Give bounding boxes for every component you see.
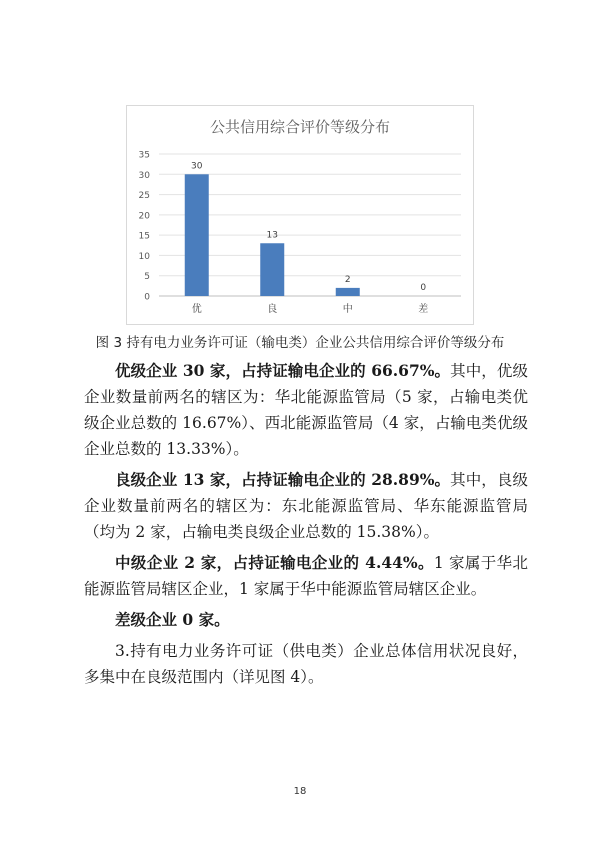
paragraph-excellent (84, 358, 528, 462)
paragraph-poor-bold: 差级企业 0 家。 (115, 610, 230, 629)
y-tick-label: 20 (138, 211, 150, 222)
data-label: 30 (191, 161, 203, 172)
data-label: 2 (344, 274, 351, 285)
y-tick-label: 10 (138, 251, 150, 262)
bar-chart (127, 106, 473, 324)
chart-title: 公共信用综合评价等级分布 (209, 118, 391, 136)
y-tick-label: 35 (138, 150, 150, 161)
page-number: 18 (293, 786, 307, 797)
y-tick-label: 15 (138, 231, 150, 242)
y-tick-label: 30 (138, 170, 150, 181)
figure-caption: 图 3 持有电力业务许可证（输电类）企业公共信用综合评价等级分布 (95, 335, 505, 351)
paragraph-good-rest: 其中，良级企业数量前两名的辖区为：东北能源监管局、华东能源监管局（均为 2 家，占输电类良级企业总数的 15.38%）。 (84, 471, 528, 541)
body-text (84, 358, 528, 695)
data-label: 13 (266, 230, 278, 241)
paragraph-medium (84, 550, 528, 602)
y-tick-label: 0 (144, 292, 150, 303)
chart-panel (126, 105, 474, 325)
data-label: 0 (420, 283, 427, 293)
paragraph-medium-rest: 1 家属于华北能源监管局辖区企业，1 家属于华中能源监管局辖区企业。 (84, 554, 528, 598)
paragraph-excellent-rest: 其中，优级企业数量前两名的辖区为：华北能源监管局（5 家，占输电类优级企业总数的 16.67%）、西北能源监管局（4 家，占输电类优级企业总数的 13.33%）。 (84, 362, 528, 458)
y-tick-label: 5 (144, 272, 150, 283)
bar (336, 288, 360, 296)
paragraph-supply: 3.持有电力业务许可证（供电类）企业总体信用状况良好，多集中在良级范围内（详见图 4）。 (84, 642, 528, 686)
x-tick-label: 优 (191, 304, 202, 315)
x-tick-label: 中 (342, 304, 353, 315)
x-tick-label: 差 (418, 304, 429, 315)
paragraph-good-bold: 良级企业 13 家，占持证输电企业的 28.89%。 (115, 470, 451, 489)
paragraph-poor (84, 607, 528, 633)
paragraph-excellent-bold: 优级企业 30 家，占持证输电企业的 66.67%。 (115, 361, 451, 380)
paragraph-good (84, 467, 528, 545)
y-tick-label: 25 (138, 191, 150, 202)
bar (260, 243, 284, 296)
x-tick-label: 良 (267, 304, 278, 315)
paragraph-medium-bold: 中级企业 2 家，占持证输电企业的 4.44%。 (115, 553, 434, 572)
bar (185, 174, 209, 296)
